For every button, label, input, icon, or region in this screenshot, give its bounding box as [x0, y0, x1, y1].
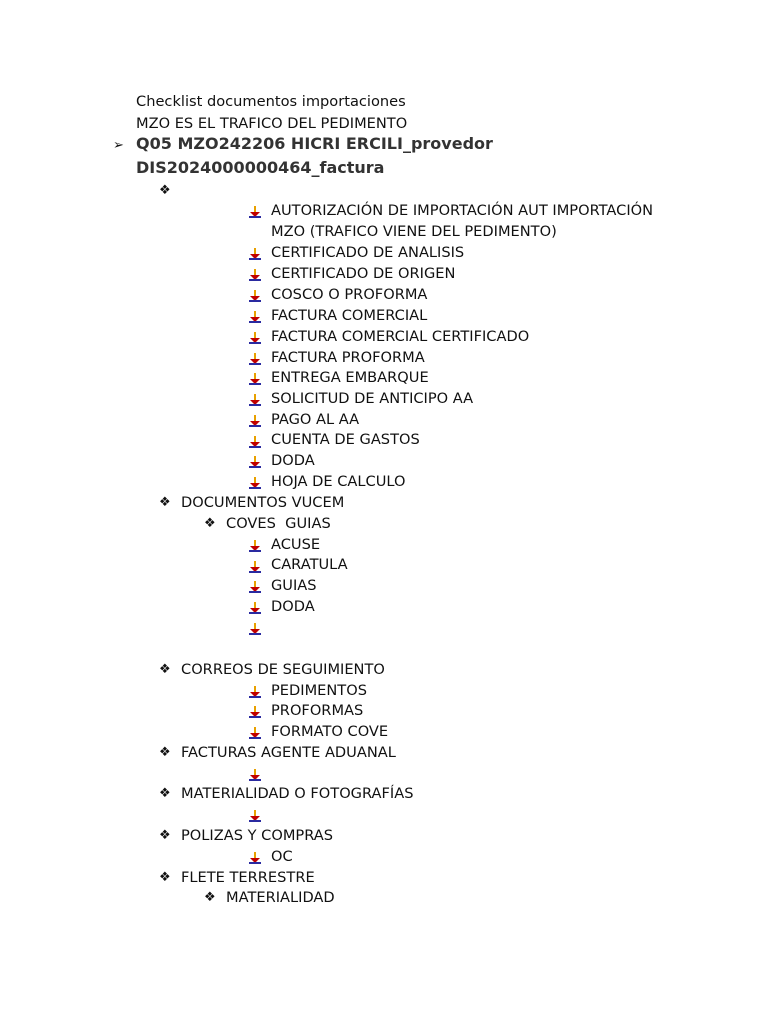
down-arrow-bullet-icon	[249, 353, 261, 365]
section-facturas-aa: FACTURAS AGENTE ADUANAL	[181, 744, 396, 761]
diamond-bullet-icon: ❖	[159, 828, 171, 843]
section-vucem: DOCUMENTOS VUCEM	[181, 494, 345, 511]
down-arrow-bullet-icon	[249, 332, 261, 344]
diamond-bullet-icon: ❖	[159, 495, 171, 510]
list-item: GUIAS	[271, 577, 317, 594]
doc-title: Checklist documentos importaciones	[136, 93, 406, 110]
down-arrow-bullet-icon	[249, 623, 261, 635]
down-arrow-bullet-icon	[249, 456, 261, 468]
list-item: CARATULA	[271, 556, 348, 573]
subsection-coves: COVES GUIAS	[226, 515, 331, 532]
section-materialidad-fotografias: MATERIALIDAD O FOTOGRAFÍAS	[181, 785, 414, 802]
section-flete: FLETE TERRESTRE	[181, 869, 315, 886]
down-arrow-bullet-icon	[249, 394, 261, 406]
down-arrow-bullet-icon	[249, 436, 261, 448]
heading-line-1: Q05 MZO242206 HICRI ERCILI_provedor	[136, 134, 493, 153]
list-item: FACTURA PROFORMA	[271, 349, 425, 366]
down-arrow-bullet-icon	[249, 602, 261, 614]
list-item: FACTURA COMERCIAL CERTIFICADO	[271, 328, 530, 345]
diamond-bullet-icon: ❖	[204, 516, 216, 531]
list-item: CERTIFICADO DE ANALISIS	[271, 244, 465, 261]
down-arrow-bullet-icon	[249, 769, 261, 781]
diamond-bullet-icon: ❖	[204, 890, 216, 905]
down-arrow-bullet-icon	[249, 810, 261, 822]
diamond-bullet-icon: ❖	[159, 745, 171, 760]
diamond-bullet-icon: ❖	[159, 662, 171, 677]
list-item: PROFORMAS	[271, 702, 364, 719]
down-arrow-bullet-icon	[249, 290, 261, 302]
list-item: FORMATO COVE	[271, 723, 389, 740]
subsection-materialidad: MATERIALIDAD	[226, 889, 335, 906]
down-arrow-bullet-icon	[249, 415, 261, 427]
down-arrow-bullet-icon	[249, 581, 261, 593]
down-arrow-bullet-icon	[249, 706, 261, 718]
diamond-bullet-icon: ❖	[159, 183, 171, 198]
list-item: FACTURA COMERCIAL	[271, 307, 428, 324]
down-arrow-bullet-icon	[249, 727, 261, 739]
down-arrow-bullet-icon	[249, 477, 261, 489]
list-item: HOJA DE CALCULO	[271, 473, 406, 490]
down-arrow-bullet-icon	[249, 686, 261, 698]
down-arrow-bullet-icon	[249, 852, 261, 864]
down-arrow-bullet-icon	[249, 373, 261, 385]
list-item: DODA	[271, 598, 315, 615]
down-arrow-bullet-icon	[249, 206, 261, 218]
diamond-bullet-icon: ❖	[159, 870, 171, 885]
down-arrow-bullet-icon	[249, 248, 261, 260]
list-item: SOLICITUD DE ANTICIPO AA	[271, 390, 474, 407]
list-item: AUTORIZACIÓN DE IMPORTACIÓN AUT IMPORTACIÓN	[271, 202, 654, 219]
list-item: OC	[271, 848, 293, 865]
list-item: PAGO AL AA	[271, 411, 360, 428]
list-item-continuation: MZO (TRAFICO VIENE DEL PEDIMENTO)	[271, 223, 557, 240]
list-item: COSCO O PROFORMA	[271, 286, 428, 303]
list-item: ENTREGA EMBARQUE	[271, 369, 429, 386]
down-arrow-bullet-icon	[249, 540, 261, 552]
section-correos: CORREOS DE SEGUIMIENTO	[181, 661, 385, 678]
list-item: CERTIFICADO DE ORIGEN	[271, 265, 456, 282]
diamond-bullet-icon: ❖	[159, 786, 171, 801]
list-item: DODA	[271, 452, 315, 469]
list-item: CUENTA DE GASTOS	[271, 431, 420, 448]
section-polizas: POLIZAS Y COMPRAS	[181, 827, 334, 844]
list-item: ACUSE	[271, 536, 321, 553]
down-arrow-bullet-icon	[249, 269, 261, 281]
list-item: PEDIMENTOS	[271, 682, 367, 699]
doc-subtitle: MZO ES EL TRAFICO DEL PEDIMENTO	[136, 115, 408, 132]
down-arrow-bullet-icon	[249, 561, 261, 573]
heading-line-2: DIS2024000000464_factura	[136, 158, 385, 177]
down-arrow-bullet-icon	[249, 311, 261, 323]
arrowhead-bullet-icon: ➢	[113, 138, 124, 153]
